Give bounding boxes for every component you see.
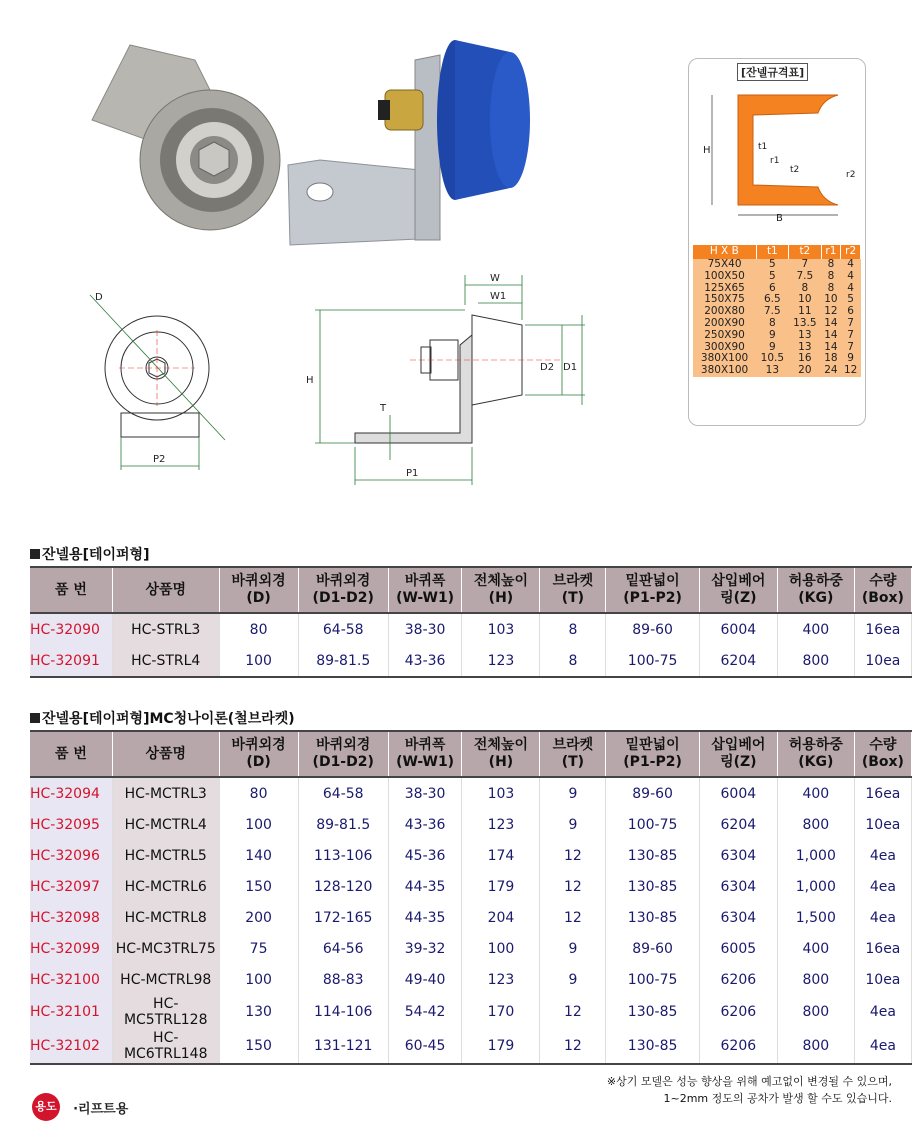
header-text: 전체높이 bbox=[473, 573, 528, 589]
table-cell: 64-58 bbox=[298, 777, 388, 809]
usage-text: ·리프트용 bbox=[73, 1101, 129, 1117]
spec-cell: 7 bbox=[841, 330, 861, 342]
table-cell: 4ea bbox=[854, 871, 911, 902]
table-row bbox=[30, 902, 912, 933]
table-cell: 89-81.5 bbox=[298, 645, 388, 677]
header-text: (H) bbox=[488, 590, 514, 606]
header-col-0 bbox=[30, 731, 112, 777]
table-cell: 45-36 bbox=[388, 840, 462, 871]
spec-row bbox=[693, 318, 861, 330]
header-text: 상품명 bbox=[145, 745, 187, 762]
header-col-10 bbox=[854, 731, 911, 777]
table-cell: 150 bbox=[219, 871, 298, 902]
spec-cell: 5 bbox=[756, 259, 789, 271]
table-cell: 100-75 bbox=[606, 809, 699, 840]
table-cell: 100-75 bbox=[606, 964, 699, 995]
header-col-8 bbox=[699, 567, 777, 613]
header-text: 허용하중 bbox=[788, 573, 843, 589]
table-cell: 179 bbox=[462, 1029, 540, 1064]
spec-cell: 11 bbox=[789, 306, 822, 318]
product-code: HC-32099 bbox=[30, 933, 112, 964]
header-text: (P1-P2) bbox=[623, 590, 682, 606]
table-cell: 100 bbox=[462, 933, 540, 964]
header-text: 품 번 bbox=[54, 581, 87, 598]
product-code: HC-32090 bbox=[30, 613, 112, 645]
spec-label-t2: t2 bbox=[790, 165, 800, 175]
spec-cell: 75X40 bbox=[693, 259, 756, 271]
table-cell: 179 bbox=[462, 871, 540, 902]
product-code: HC-32102 bbox=[30, 1029, 112, 1064]
spec-cell: 100X50 bbox=[693, 271, 756, 283]
spec-cell: 8 bbox=[821, 271, 841, 283]
product-code: HC-32100 bbox=[30, 964, 112, 995]
product-photos bbox=[0, 0, 600, 260]
spec-row bbox=[693, 271, 861, 283]
table-cell: 800 bbox=[777, 964, 854, 995]
table-cell: 16ea bbox=[854, 613, 911, 645]
header-text: 전체높이 bbox=[473, 737, 528, 753]
label-t: T bbox=[380, 403, 387, 414]
table-cell: 16ea bbox=[854, 933, 911, 964]
spec-cell: 200X80 bbox=[693, 306, 756, 318]
table-header bbox=[30, 567, 912, 613]
spec-cell: 13 bbox=[756, 365, 789, 377]
table-cell: 150 bbox=[219, 1029, 298, 1064]
table-cell: 123 bbox=[462, 645, 540, 677]
product-name: HC-STRL3 bbox=[112, 613, 219, 645]
product-name: HC-MCTRL5 bbox=[112, 840, 219, 871]
header-text: (D1-D2) bbox=[312, 590, 374, 606]
table-cell: 6004 bbox=[699, 613, 777, 645]
section2-title: 잔넬용[테이퍼형]MC청나이론(철브라켓) bbox=[30, 708, 295, 728]
table-cell: 100 bbox=[219, 645, 298, 677]
header-col-10 bbox=[854, 567, 911, 613]
header-text: 허용하중 bbox=[788, 737, 843, 753]
table-cell: 10ea bbox=[854, 645, 911, 677]
header-text: 바퀴외경 bbox=[316, 737, 371, 753]
table-cell: 123 bbox=[462, 809, 540, 840]
spec-cell: 7 bbox=[841, 318, 861, 330]
spec-cell: 10 bbox=[789, 294, 822, 306]
table-cell: 54-42 bbox=[388, 995, 462, 1029]
spec-cell: 13 bbox=[789, 330, 822, 342]
spec-header: H X B bbox=[693, 245, 756, 259]
table-cell: 130-85 bbox=[606, 1029, 699, 1064]
table-row bbox=[30, 933, 912, 964]
table-cell: 49-40 bbox=[388, 964, 462, 995]
header-col-2 bbox=[219, 567, 298, 613]
spec-label-r2: r2 bbox=[846, 170, 856, 180]
table-cell: 1,000 bbox=[777, 871, 854, 902]
table-cell: 4ea bbox=[854, 995, 911, 1029]
label-d1: D1 bbox=[563, 362, 578, 373]
channel-spec-table bbox=[693, 245, 861, 377]
product-code: HC-32091 bbox=[30, 645, 112, 677]
header-text: 링(Z) bbox=[720, 754, 757, 770]
header-text: 상품명 bbox=[145, 581, 187, 598]
header-col-5 bbox=[462, 731, 540, 777]
header-text: 브라켓 bbox=[552, 573, 594, 589]
table-cell: 39-32 bbox=[388, 933, 462, 964]
spec-label-b: B bbox=[776, 213, 783, 224]
wheel-front-diagram bbox=[85, 280, 235, 480]
spec-header: t1 bbox=[756, 245, 789, 259]
header-text: 품 번 bbox=[54, 745, 87, 762]
table-cell: 204 bbox=[462, 902, 540, 933]
header-col-7 bbox=[606, 567, 699, 613]
spec-label-r1: r1 bbox=[770, 156, 780, 166]
table-cell: 6204 bbox=[699, 645, 777, 677]
header-text: 링(Z) bbox=[720, 590, 757, 606]
header-text: 바퀴폭 bbox=[404, 737, 446, 753]
spec-cell: 13 bbox=[789, 342, 822, 354]
header-col-9 bbox=[777, 567, 854, 613]
table-cell: 60-45 bbox=[388, 1029, 462, 1064]
spec-cell: 9 bbox=[756, 330, 789, 342]
table-cell: 88-83 bbox=[298, 964, 388, 995]
label-h: H bbox=[306, 375, 314, 386]
header-col-4 bbox=[388, 731, 462, 777]
product-code: HC-32098 bbox=[30, 902, 112, 933]
product-code: HC-32097 bbox=[30, 871, 112, 902]
table-cell: 44-35 bbox=[388, 871, 462, 902]
table-cell: 400 bbox=[777, 613, 854, 645]
spec-cell: 250X90 bbox=[693, 330, 756, 342]
table-cell: 800 bbox=[777, 809, 854, 840]
header-text: (D) bbox=[246, 754, 271, 770]
table-cell: 4ea bbox=[854, 1029, 911, 1064]
table-cell: 1,000 bbox=[777, 840, 854, 871]
table-cell: 128-120 bbox=[298, 871, 388, 902]
label-w1: W1 bbox=[490, 291, 507, 302]
spec-cell: 380X100 bbox=[693, 353, 756, 365]
table-cell: 140 bbox=[219, 840, 298, 871]
table-cell: 200 bbox=[219, 902, 298, 933]
header-text: 밑판넓이 bbox=[625, 737, 680, 753]
header-text: (W-W1) bbox=[396, 590, 455, 606]
table-header bbox=[30, 731, 912, 777]
table-cell: 6304 bbox=[699, 871, 777, 902]
table-cell: 9 bbox=[540, 933, 606, 964]
spec-cell: 8 bbox=[821, 283, 841, 295]
table-cell: 174 bbox=[462, 840, 540, 871]
table-cell: 130-85 bbox=[606, 902, 699, 933]
table-cell: 800 bbox=[777, 1029, 854, 1064]
spec-cell: 8 bbox=[789, 283, 822, 295]
table-cell: 6304 bbox=[699, 840, 777, 871]
product-name: HC-MCTRL98 bbox=[112, 964, 219, 995]
spec-cell: 14 bbox=[821, 318, 841, 330]
table-cell: 131-121 bbox=[298, 1029, 388, 1064]
product-name: HC-MCTRL6 bbox=[112, 871, 219, 902]
header-text: 바퀴외경 bbox=[316, 573, 371, 589]
header-text: 브라켓 bbox=[552, 737, 594, 753]
table-cell: 4ea bbox=[854, 902, 911, 933]
spec-cell: 6 bbox=[756, 283, 789, 295]
table-row bbox=[30, 871, 912, 902]
table-cell: 9 bbox=[540, 777, 606, 809]
spec-cell: 14 bbox=[821, 330, 841, 342]
spec-cell: 9 bbox=[756, 342, 789, 354]
table-cell: 114-106 bbox=[298, 995, 388, 1029]
table-cell: 8 bbox=[540, 613, 606, 645]
usage-section bbox=[32, 1093, 128, 1121]
header-text: (Box) bbox=[861, 590, 904, 606]
header-text: 수량 bbox=[869, 573, 897, 589]
header-col-9 bbox=[777, 731, 854, 777]
table-cell: 89-81.5 bbox=[298, 809, 388, 840]
spec-cell: 12 bbox=[821, 306, 841, 318]
table-cell: 172-165 bbox=[298, 902, 388, 933]
header-text: 삽입베어 bbox=[711, 573, 766, 589]
spec-cell: 4 bbox=[841, 283, 861, 295]
header-text: (T) bbox=[561, 590, 585, 606]
header-text: (D) bbox=[246, 590, 271, 606]
header-text: (KG) bbox=[798, 754, 834, 770]
table-cell: 80 bbox=[219, 613, 298, 645]
spec-cell: 7.5 bbox=[756, 306, 789, 318]
spec-cell: 7.5 bbox=[789, 271, 822, 283]
spec-cell: 6 bbox=[841, 306, 861, 318]
table-cell: 400 bbox=[777, 777, 854, 809]
table-cell: 38-30 bbox=[388, 777, 462, 809]
label-d2: D2 bbox=[540, 362, 555, 373]
table-cell: 8 bbox=[540, 645, 606, 677]
spec-cell: 13.5 bbox=[789, 318, 822, 330]
product-name: HC-MCTRL8 bbox=[112, 902, 219, 933]
table-cell: 16ea bbox=[854, 777, 911, 809]
header-text: 바퀴외경 bbox=[231, 573, 286, 589]
table-cell: 10ea bbox=[854, 809, 911, 840]
spec-row bbox=[693, 365, 861, 377]
spec-cell: 7 bbox=[841, 342, 861, 354]
table-cell: 43-36 bbox=[388, 809, 462, 840]
header-col-0 bbox=[30, 567, 112, 613]
spec-cell: 20 bbox=[789, 365, 822, 377]
spec-cell: 18 bbox=[821, 353, 841, 365]
label-d: D bbox=[95, 292, 103, 303]
table-row bbox=[30, 809, 912, 840]
header-text: 삽입베어 bbox=[711, 737, 766, 753]
table-cell: 170 bbox=[462, 995, 540, 1029]
label-w: W bbox=[490, 273, 500, 284]
channel-profile-diagram bbox=[698, 85, 858, 235]
header-text: (H) bbox=[488, 754, 514, 770]
header-text: (KG) bbox=[798, 590, 834, 606]
header-col-3 bbox=[298, 731, 388, 777]
header-text: 바퀴폭 bbox=[404, 573, 446, 589]
footnote-line2: 1~2mm 정도의 공차가 발생 할 수도 있습니다. bbox=[663, 1092, 892, 1105]
header-text: 밑판넓이 bbox=[625, 573, 680, 589]
table-cell: 89-60 bbox=[606, 613, 699, 645]
table-cell: 103 bbox=[462, 613, 540, 645]
table-cell: 130-85 bbox=[606, 840, 699, 871]
header-text: 수량 bbox=[869, 737, 897, 753]
table-cell: 12 bbox=[540, 902, 606, 933]
table-cell: 100 bbox=[219, 809, 298, 840]
footnote bbox=[607, 1073, 892, 1107]
table-cell: 75 bbox=[219, 933, 298, 964]
table-cell: 130-85 bbox=[606, 995, 699, 1029]
table-cell: 6005 bbox=[699, 933, 777, 964]
spec-label-h: H bbox=[703, 145, 711, 156]
spec-cell: 5 bbox=[756, 271, 789, 283]
spec-cell: 200X90 bbox=[693, 318, 756, 330]
table-cell: 800 bbox=[777, 645, 854, 677]
table-cell: 9 bbox=[540, 809, 606, 840]
spec-panel-title: [잔넬규격표] bbox=[737, 63, 808, 81]
product-name: HC-MC3TRL75 bbox=[112, 933, 219, 964]
table-row bbox=[30, 964, 912, 995]
header-text: (T) bbox=[561, 754, 585, 770]
spec-cell: 7 bbox=[789, 259, 822, 271]
table-row bbox=[30, 1029, 912, 1064]
header-text: (P1-P2) bbox=[623, 754, 682, 770]
table-cell: 89-60 bbox=[606, 933, 699, 964]
table-cell: 6204 bbox=[699, 809, 777, 840]
spec-label-t1: t1 bbox=[758, 142, 768, 152]
header-col-1 bbox=[112, 731, 219, 777]
header-col-7 bbox=[606, 731, 699, 777]
table-cell: 100 bbox=[219, 964, 298, 995]
table-cell: 1,500 bbox=[777, 902, 854, 933]
table-cell: 12 bbox=[540, 1029, 606, 1064]
product-code: HC-32101 bbox=[30, 995, 112, 1029]
table-cell: 800 bbox=[777, 995, 854, 1029]
table-cell: 80 bbox=[219, 777, 298, 809]
header-col-3 bbox=[298, 567, 388, 613]
spec-row bbox=[693, 330, 861, 342]
spec-cell: 16 bbox=[789, 353, 822, 365]
spec-cell: 10 bbox=[821, 294, 841, 306]
header-col-6 bbox=[540, 731, 606, 777]
table-row bbox=[30, 613, 912, 645]
table-row bbox=[30, 777, 912, 809]
header-col-4 bbox=[388, 567, 462, 613]
product-name: HC-MCTRL3 bbox=[112, 777, 219, 809]
table-row bbox=[30, 995, 912, 1029]
section1-table bbox=[30, 566, 912, 678]
spec-cell: 300X90 bbox=[693, 342, 756, 354]
table-cell: 100-75 bbox=[606, 645, 699, 677]
table-cell: 400 bbox=[777, 933, 854, 964]
header-text: 바퀴외경 bbox=[231, 737, 286, 753]
table-cell: 89-60 bbox=[606, 777, 699, 809]
product-code: HC-32096 bbox=[30, 840, 112, 871]
product-name: HC-MCTRL4 bbox=[112, 809, 219, 840]
spec-cell: 8 bbox=[756, 318, 789, 330]
table-cell: 38-30 bbox=[388, 613, 462, 645]
product-code: HC-32095 bbox=[30, 809, 112, 840]
product-name: HC-STRL4 bbox=[112, 645, 219, 677]
table-row bbox=[30, 645, 912, 677]
table-cell: 6304 bbox=[699, 902, 777, 933]
header-col-5 bbox=[462, 567, 540, 613]
header-col-1 bbox=[112, 567, 219, 613]
table-cell: 12 bbox=[540, 995, 606, 1029]
header-col-2 bbox=[219, 731, 298, 777]
table-cell: 64-56 bbox=[298, 933, 388, 964]
spec-cell: 12 bbox=[841, 365, 861, 377]
table-cell: 12 bbox=[540, 840, 606, 871]
product-name: HC-MC5TRL128 bbox=[112, 995, 219, 1029]
table-cell: 123 bbox=[462, 964, 540, 995]
product-code: HC-32094 bbox=[30, 777, 112, 809]
spec-header: r2 bbox=[841, 245, 861, 259]
spec-cell: 4 bbox=[841, 259, 861, 271]
header-col-8 bbox=[699, 731, 777, 777]
spec-cell: 14 bbox=[821, 342, 841, 354]
spec-cell: 380X100 bbox=[693, 365, 756, 377]
spec-cell: 150X75 bbox=[693, 294, 756, 306]
table-cell: 113-106 bbox=[298, 840, 388, 871]
table-cell: 6004 bbox=[699, 777, 777, 809]
table-cell: 103 bbox=[462, 777, 540, 809]
table-cell: 12 bbox=[540, 871, 606, 902]
wheel-side-diagram bbox=[300, 265, 610, 495]
table-cell: 43-36 bbox=[388, 645, 462, 677]
spec-cell: 6.5 bbox=[756, 294, 789, 306]
table-cell: 44-35 bbox=[388, 902, 462, 933]
header-text: (Box) bbox=[861, 754, 904, 770]
table-cell: 10ea bbox=[854, 964, 911, 995]
spec-cell: 125X65 bbox=[693, 283, 756, 295]
table-cell: 6206 bbox=[699, 964, 777, 995]
product-name: HC-MC6TRL148 bbox=[112, 1029, 219, 1064]
header-text: (D1-D2) bbox=[312, 754, 374, 770]
table-cell: 130-85 bbox=[606, 871, 699, 902]
table-cell: 6206 bbox=[699, 995, 777, 1029]
table-cell: 64-58 bbox=[298, 613, 388, 645]
spec-cell: 10.5 bbox=[756, 353, 789, 365]
table-cell: 130 bbox=[219, 995, 298, 1029]
steel-wheel-photo bbox=[92, 45, 280, 230]
label-p1: P1 bbox=[406, 468, 419, 479]
spec-cell: 5 bbox=[841, 294, 861, 306]
table-row bbox=[30, 840, 912, 871]
usage-badge: 용도 bbox=[32, 1093, 60, 1121]
spec-cell: 24 bbox=[821, 365, 841, 377]
spec-header: r1 bbox=[821, 245, 841, 259]
section2-table bbox=[30, 730, 912, 1065]
header-text: (W-W1) bbox=[396, 754, 455, 770]
label-p2: P2 bbox=[153, 454, 166, 465]
blue-wheel-photo bbox=[288, 40, 530, 245]
table-cell: 9 bbox=[540, 964, 606, 995]
spec-header: t2 bbox=[789, 245, 822, 259]
table-cell: 6206 bbox=[699, 1029, 777, 1064]
spec-cell: 4 bbox=[841, 271, 861, 283]
section1-title: 잔넬용[테이퍼형] bbox=[30, 544, 149, 564]
table-cell: 4ea bbox=[854, 840, 911, 871]
header-col-6 bbox=[540, 567, 606, 613]
spec-cell: 9 bbox=[841, 353, 861, 365]
footnote-line1: ※상기 모델은 성능 향상을 위해 예고없이 변경될 수 있으며, bbox=[606, 1075, 892, 1088]
spec-cell: 8 bbox=[821, 259, 841, 271]
